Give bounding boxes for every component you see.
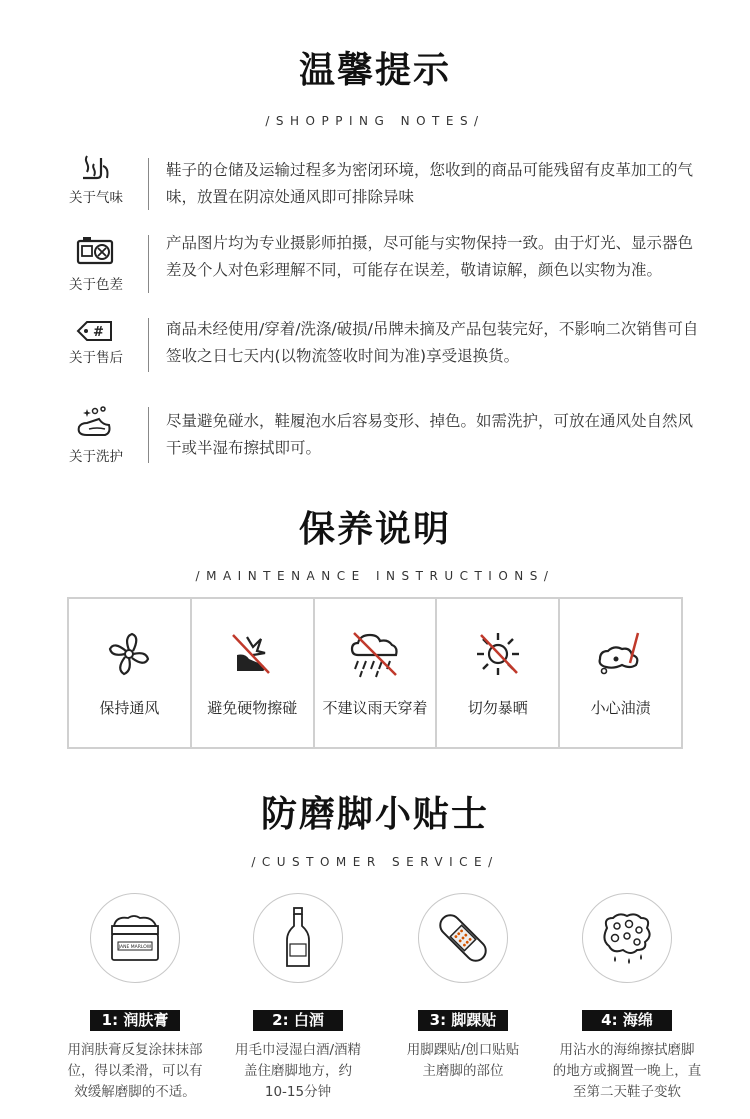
odor-icon bbox=[60, 152, 130, 182]
note-text: 鞋子的仓储及运输过程多为密闭环境，您收到的商品可能残留有皮革加工的气味，放置在阴凉处通风即可排除异味 bbox=[166, 161, 694, 206]
tip-desc-line: 位，得以柔滑，可以有 bbox=[67, 1063, 203, 1079]
tip-desc-line: 用润肤膏反复涂抹抹部 bbox=[67, 1042, 203, 1058]
wash-icon bbox=[60, 405, 130, 435]
divider bbox=[148, 235, 149, 293]
tip-label: 3: 脚踝贴 bbox=[418, 1010, 508, 1031]
maintenance-item bbox=[192, 599, 315, 747]
bandage-icon bbox=[418, 893, 508, 983]
tip-card bbox=[542, 893, 712, 1103]
maintenance-item bbox=[437, 599, 560, 747]
maintenance-label: 保持通风 bbox=[99, 699, 160, 717]
note-label: 关于售后 bbox=[69, 350, 123, 366]
tip-description bbox=[50, 1040, 220, 1103]
maintenance-item bbox=[315, 599, 438, 747]
tip-desc-line: 用脚踝贴/创口贴贴 bbox=[406, 1042, 520, 1058]
svg-text:#: # bbox=[93, 325, 104, 340]
sponge-icon bbox=[582, 893, 672, 983]
jar-brand-text: JANE MARLOW bbox=[118, 945, 152, 950]
tip-desc-line: 10-15分钟 bbox=[264, 1084, 332, 1100]
camera-icon bbox=[60, 235, 130, 265]
notes-subtitle: /SHOPPING NOTES/ bbox=[265, 114, 485, 128]
tip-label: 4: 海绵 bbox=[582, 1010, 672, 1031]
tip-desc-line: 用沾水的海绵擦拭磨脚 bbox=[559, 1042, 695, 1058]
notes-title: 温馨提示 bbox=[298, 50, 451, 91]
tip-card bbox=[50, 893, 220, 1103]
tip-desc-line: 盖住磨脚地方，约 bbox=[244, 1063, 352, 1079]
tip-card bbox=[378, 893, 548, 1103]
liquor-bottle-icon bbox=[253, 893, 343, 983]
oil-stain-icon bbox=[560, 629, 681, 679]
maintenance-item bbox=[560, 599, 681, 747]
tip-description bbox=[378, 1040, 548, 1082]
maintenance-item bbox=[69, 599, 192, 747]
maintenance-label: 切勿暴晒 bbox=[467, 699, 528, 717]
divider bbox=[148, 158, 149, 210]
cream-jar-icon bbox=[90, 893, 180, 983]
no-hard-object-icon bbox=[192, 629, 313, 679]
fan-icon bbox=[69, 629, 190, 679]
tips-subtitle: /CUSTOMER SERVICE/ bbox=[251, 855, 499, 869]
note-label: 关于气味 bbox=[69, 190, 123, 206]
tip-desc-line: 至第二天鞋子变软 bbox=[573, 1084, 681, 1100]
note-label: 关于洗护 bbox=[69, 449, 123, 465]
tip-card bbox=[213, 893, 383, 1103]
maintenance-grid bbox=[67, 597, 683, 749]
maintenance-label: 不建议雨天穿着 bbox=[322, 699, 428, 717]
tips-title: 防磨脚小贴士 bbox=[260, 794, 489, 835]
tip-desc-line: 的地方或搁置一晚上，直 bbox=[552, 1063, 702, 1079]
tip-desc-line: 主磨脚的部位 bbox=[422, 1063, 504, 1079]
note-text: 产品图片均为专业摄影师拍摄，尽可能与实物保持一致。由于灯光、显示器色差及个人对色彩理解不同，可能存在误差，敬请谅解，颜色以实物为准。 bbox=[166, 234, 694, 279]
note-label: 关于色差 bbox=[69, 277, 123, 293]
tip-label: 2: 白酒 bbox=[253, 1010, 343, 1031]
maintenance-title: 保养说明 bbox=[298, 509, 451, 550]
divider bbox=[148, 407, 149, 463]
tip-description bbox=[542, 1040, 712, 1103]
tip-description bbox=[213, 1040, 383, 1103]
tip-desc-line: 效缓解磨脚的不适。 bbox=[74, 1084, 196, 1100]
divider bbox=[148, 318, 149, 372]
maintenance-label: 避免硬物擦碰 bbox=[207, 699, 298, 717]
no-rain-icon bbox=[315, 629, 436, 679]
note-text: 尽量避免碰水，鞋履泡水后容易变形、掉色。如需洗护，可放在通风处自然风干或半湿布擦拭即可。 bbox=[166, 412, 694, 457]
maintenance-subtitle: /MAINTENANCE INSTRUCTIONS/ bbox=[195, 569, 555, 583]
note-text: 商品未经使用/穿着/洗涤/破损/吊牌未摘及产品包装完好，不影响二次销售可自签收之日七天内(以物流签收时间为准)享受退换货。 bbox=[166, 320, 699, 365]
tip-label: 1: 润肤膏 bbox=[90, 1010, 180, 1031]
maintenance-label: 小心油渍 bbox=[590, 699, 651, 717]
no-sun-icon bbox=[437, 629, 558, 679]
tip-desc-line: 用毛巾浸湿白酒/酒精 bbox=[234, 1042, 362, 1058]
